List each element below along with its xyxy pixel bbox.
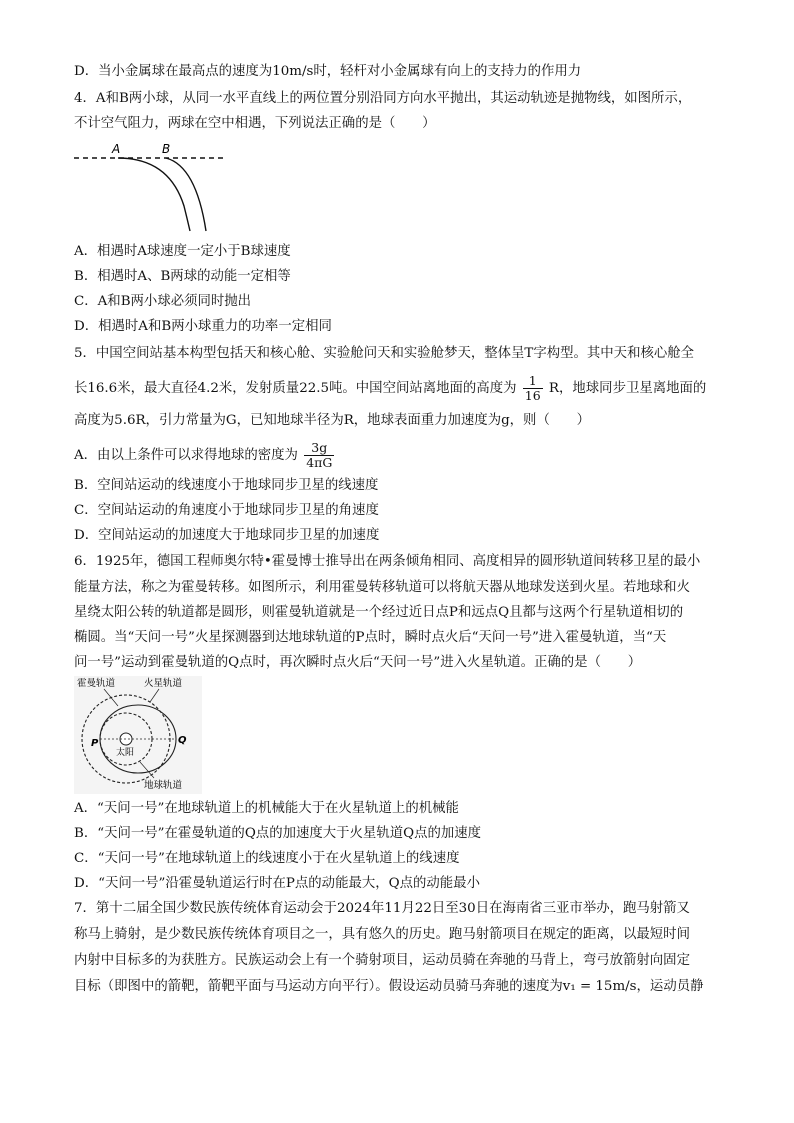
label-b: B bbox=[162, 142, 171, 156]
q5-stem-line1: 5．中国空间站基本构型包括天和核心舱、实验舱问天和实验舱梦天，整体呈T字构型。其中天和核心舱全 bbox=[74, 346, 695, 361]
q6-option-b: B．“天问一号”在霍曼轨道的Q点的加速度大于火星轨道Q点的加速度 bbox=[74, 826, 482, 841]
label-sun: 太阳 bbox=[116, 748, 135, 758]
q7-stem-line4: 目标（即图中的箭靶，箭靶平面与马运动方向平行）。假设运动员骑马奔驰的速度为v₁ = 15m/s，运动员静 bbox=[74, 979, 704, 994]
q4-option-c: C．A和B两小球必须同时抛出 bbox=[74, 294, 252, 309]
q5-stem-line2-tail: R，地球同步卫星离地面的 bbox=[548, 381, 707, 396]
label-p: P bbox=[91, 738, 99, 749]
q5-option-d: D．空间站运动的加速度大于地球同步卫星的加速度 bbox=[74, 528, 380, 543]
q6-stem-line4: 椭圆。当“天问一号”火星探测器到达地球轨道的P点时，瞬时点火后“天问一号”进入霍曼轨道，当“天 bbox=[74, 630, 667, 645]
q4-option-d: D．相遇时A和B两小球重力的功率一定相同 bbox=[74, 319, 332, 334]
q6-stem-line5: 问一号”运动到霍曼轨道的Q点时，再次瞬时点火后“天问一号”进入火星轨道。正确的是（ ） bbox=[74, 655, 642, 670]
q4-figure bbox=[74, 136, 234, 236]
q6-orbit-figure bbox=[74, 676, 202, 794]
label-hohmann-orbit: 霍曼轨道 bbox=[77, 678, 116, 689]
q6-option-a: A．“天问一号”在地球轨道上的机械能大于在火星轨道上的机械能 bbox=[74, 801, 459, 816]
q5-option-a bbox=[74, 441, 336, 470]
q4-stem-line1: 4．A和B两小球，从同一水平直线上的两位置分别沿同方向水平抛出，其运动轨迹是抛物线，如图所示， bbox=[74, 91, 692, 106]
fraction-density: $\frac{3g}{4\pi G}$ bbox=[306, 440, 333, 470]
trajectory-a bbox=[118, 158, 190, 231]
q6-stem-line2: 能量方法，称之为霍曼转移。如图所示，利用霍曼转移轨道可以将航天器从地球发送到火星。若地球和火 bbox=[74, 580, 690, 595]
q5-stem-line3: 高度为5.6R，引力常量为G，已知地球半径为R，地球表面重力加速度为g，则（ ） bbox=[74, 413, 591, 428]
q7-stem-line2: 称马上骑射，是少数民族传统体育项目之一，具有悠久的历史。跑马射箭项目在规定的距离，以最短时间 bbox=[74, 927, 690, 942]
q5-option-a-text: A．由以上条件可以求得地球的密度为 bbox=[74, 448, 298, 463]
label-a: A bbox=[112, 142, 121, 156]
label-earth-orbit: 地球轨道 bbox=[144, 780, 183, 791]
trajectory-b bbox=[166, 158, 206, 231]
q4-option-b: B．相遇时A、B两球的动能一定相等 bbox=[74, 269, 291, 284]
q6-option-d: D．“天问一号”沿霍曼轨道运行时在P点的动能最大，Q点的动能最小 bbox=[74, 876, 480, 891]
q7-stem-line3: 内射中目标多的为获胜方。民族运动会上有一个骑射项目，运动员骑在奔驰的马背上，弯弓放箭射向固定 bbox=[74, 953, 690, 968]
q3-option-d: D．当小金属球在最高点的速度为10m/s时，轻杆对小金属球有向上的支持力的作用力 bbox=[74, 64, 582, 79]
q5-option-c: C．空间站运动的角速度小于地球同步卫星的角速度 bbox=[74, 503, 379, 518]
q7-stem-line1: 7．第十二届全国少数民族传统体育运动会于2024年11月22日至30日在海南省三亚市举办，跑马射箭又 bbox=[74, 901, 690, 916]
q6-stem-line3: 星绕太阳公转的轨道都是圆形，则霍曼轨道就是一个经过近日点P和远点Q且都与这两个行星轨道相切的 bbox=[74, 605, 684, 620]
q4-stem-line2: 不计空气阻力，两球在空中相遇，下列说法正确的是（ ） bbox=[74, 116, 436, 131]
q5-stem-line2-text: 长16.6米，最大直径4.2米，发射质量22.5吨。中国空间站离地面的高度为 bbox=[74, 381, 517, 396]
q6-option-c: C．“天问一号”在地球轨道上的线速度小于在火星轨道上的线速度 bbox=[74, 851, 460, 866]
fraction-one-sixteenth: $\frac{1}{16}$ bbox=[524, 373, 541, 403]
q5-option-b: B．空间站运动的线速度小于地球同步卫星的线速度 bbox=[74, 478, 379, 493]
label-mars-orbit: 火星轨道 bbox=[144, 678, 183, 689]
label-q: Q bbox=[178, 735, 187, 746]
q6-stem-line1: 6．1925年，德国工程师奥尔特•霍曼博士推导出在两条倾角相同、高度相异的圆形轨道间转移卫星的最小 bbox=[74, 554, 701, 569]
q5-stem-line2 bbox=[74, 374, 706, 403]
q4-option-a: A．相遇时A球速度一定小于B球速度 bbox=[74, 244, 291, 259]
